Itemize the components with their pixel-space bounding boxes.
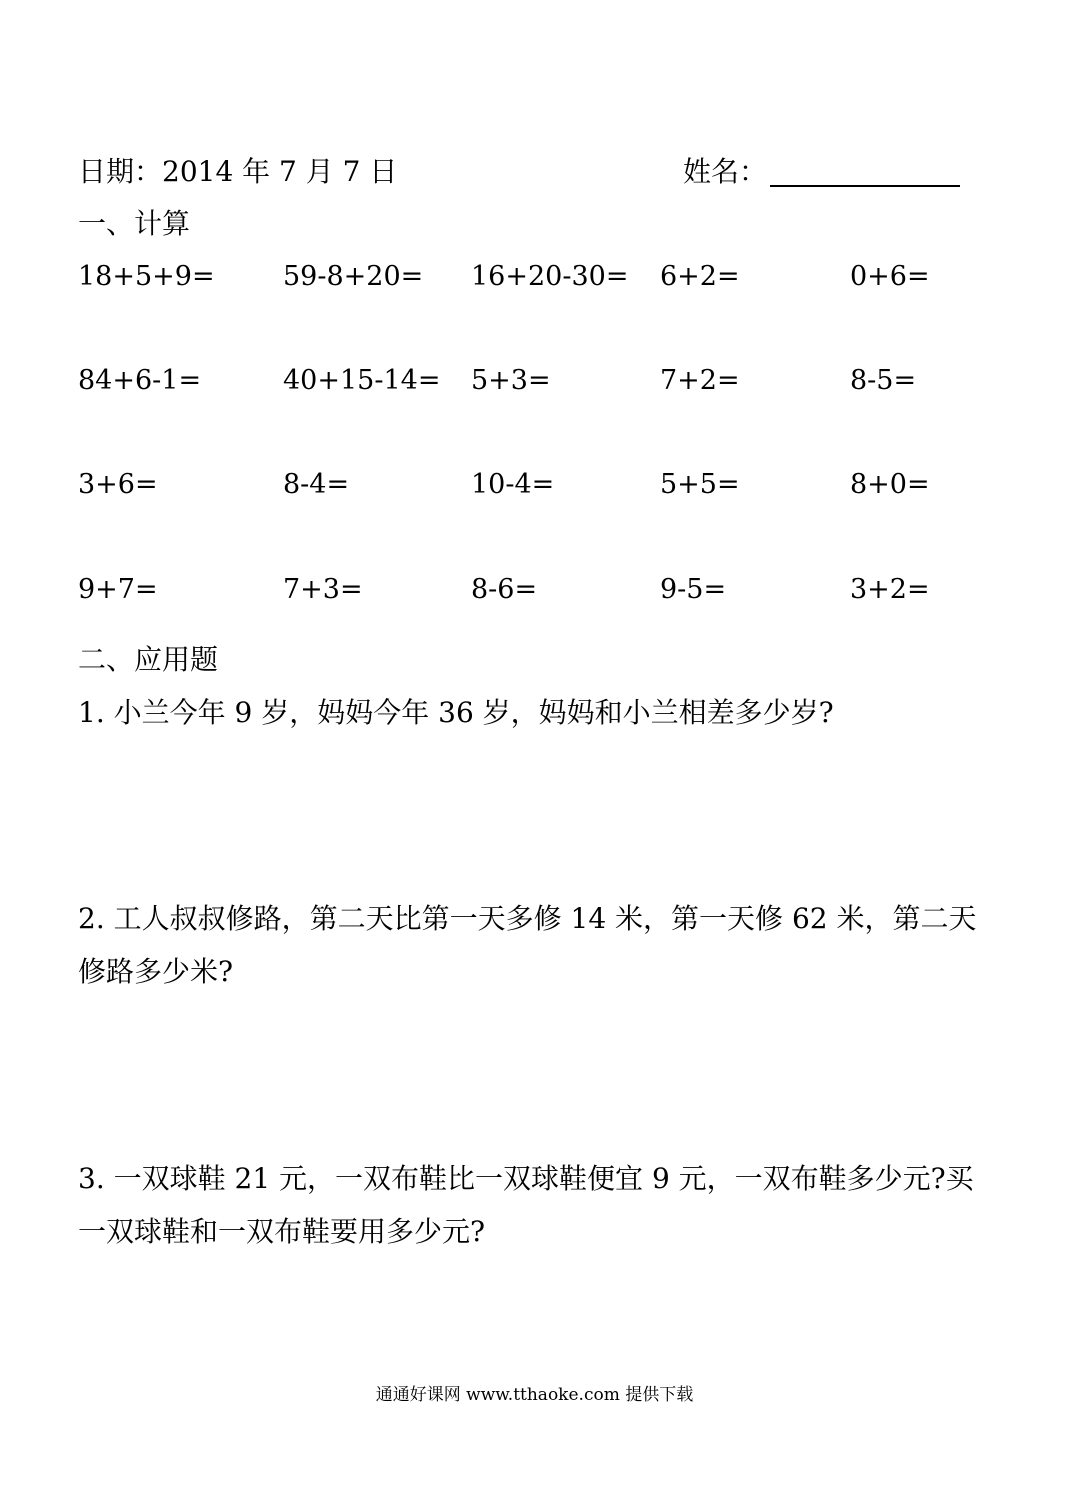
name-label: 姓名： xyxy=(683,155,768,188)
calc-expression: 7+2= xyxy=(660,365,740,396)
calc-expression: 0+6= xyxy=(850,261,930,292)
calc-expression: 8-6= xyxy=(471,574,538,605)
word-problem-2: 2. 工人叔叔修路，第二天比第一天多修 14 米，第一天修 62 米，第二天修路多少米? xyxy=(78,902,977,988)
name-blank-line[interactable] xyxy=(770,185,960,187)
calc-expression: 5+3= xyxy=(471,365,551,396)
section-title-word-problems: 二、应用题 xyxy=(78,643,219,676)
calc-expression: 16+20-30= xyxy=(471,261,629,292)
calc-expression: 6+2= xyxy=(660,261,740,292)
calc-expression: 9+7= xyxy=(78,574,158,605)
calc-expression: 10-4= xyxy=(471,469,555,500)
calc-expression: 9-5= xyxy=(660,574,727,605)
word-problem-3: 3. 一双球鞋 21 元，一双布鞋比一双球鞋便宜 9 元，一双布鞋多少元?买一双球鞋和一双布鞋要用多少元? xyxy=(78,1162,974,1248)
calc-expression: 3+2= xyxy=(850,574,930,605)
calc-expression: 5+5= xyxy=(660,469,740,500)
word-problem-1: 1. 小兰今年 9 岁，妈妈今年 36 岁，妈妈和小兰相差多少岁? xyxy=(78,696,834,729)
calc-expression: 40+15-14= xyxy=(283,365,441,396)
calc-expression: 18+5+9= xyxy=(78,261,215,292)
calc-expression: 59-8+20= xyxy=(283,261,424,292)
footer-source-note: 通通好课网 www.tthaoke.com 提供下载 xyxy=(375,1385,694,1405)
calc-expression: 8-5= xyxy=(850,365,917,396)
section-title-calculation: 一、计算 xyxy=(78,207,191,240)
calc-expression: 8-4= xyxy=(283,469,350,500)
calc-expression: 3+6= xyxy=(78,469,158,500)
calc-expression: 84+6-1= xyxy=(78,365,202,396)
date-label: 日期：2014 年 7 月 7 日 xyxy=(78,155,398,188)
calc-expression: 8+0= xyxy=(850,469,930,500)
calc-expression: 7+3= xyxy=(283,574,363,605)
